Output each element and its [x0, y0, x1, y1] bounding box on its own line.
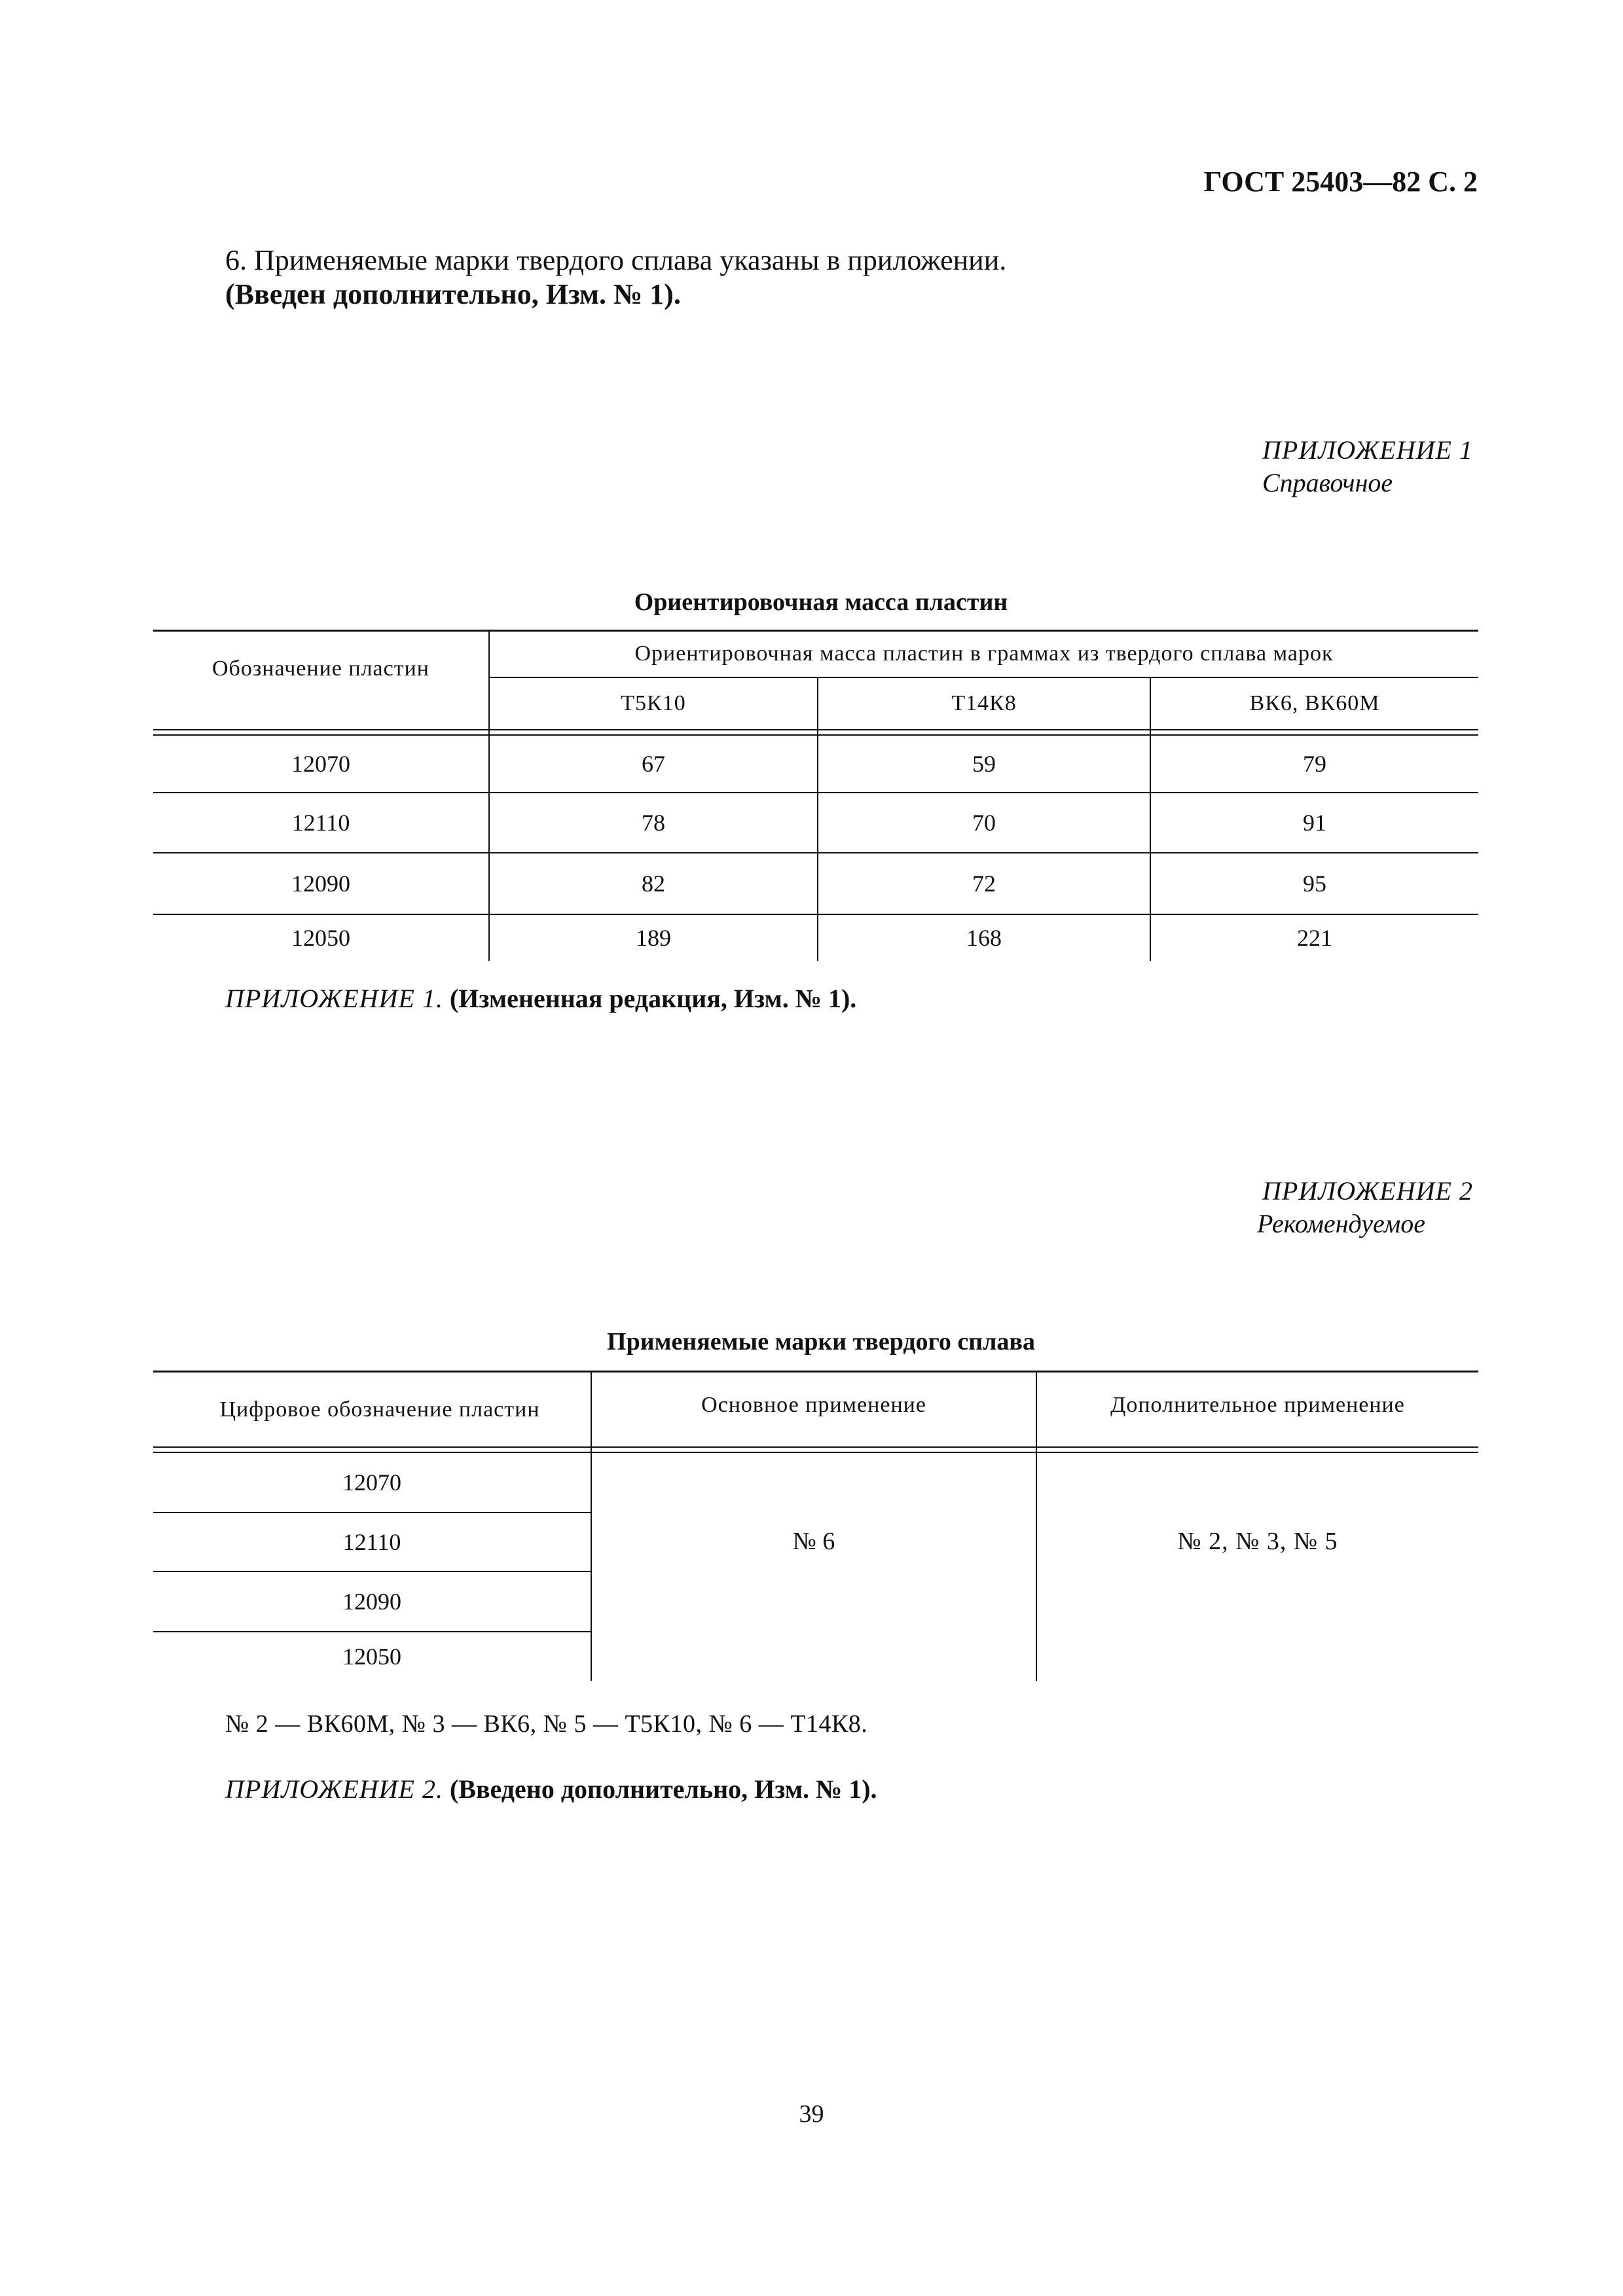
table-cell: 12110 — [342, 1529, 401, 1555]
column-header-digital-designation: Цифровое обозначение пластин — [219, 1397, 540, 1422]
column-header-designation: Обозначение пластин — [212, 656, 429, 681]
column-header-vk6: ВК6, ВК60М — [1249, 691, 1380, 715]
appendix-2-note — [225, 1774, 877, 1804]
table-cell: 95 — [1303, 870, 1326, 897]
table-2-title: Применяемые марки твердого сплава — [607, 1328, 1035, 1355]
appendix-1-note-label: ПРИЛОЖЕНИЕ 1. — [225, 984, 443, 1013]
table-cell: 59 — [972, 751, 996, 777]
paragraph-6: 6. Применяемые марки твердого сплава указаны в приложении. — [225, 244, 1007, 276]
table-cell: 12050 — [342, 1643, 401, 1670]
table-cell: 72 — [972, 870, 996, 897]
table-cell: 91 — [1303, 810, 1326, 836]
table-cell: 78 — [642, 810, 665, 836]
column-header-t14k8: Т14К8 — [951, 691, 1017, 715]
paragraph-6-amendment: (Введен дополнительно, Изм. № 1). — [225, 278, 681, 310]
additional-application-value: № 2, № 3, № 5 — [1177, 1528, 1338, 1555]
appendix-1-label: ПРИЛОЖЕНИЕ 1 — [1262, 435, 1473, 465]
table-cell: 12070 — [291, 751, 350, 777]
table-cell: 82 — [642, 870, 665, 897]
appendix-2-status: Рекомендуемое — [1257, 1209, 1426, 1238]
table-cell: 12090 — [291, 870, 350, 897]
table-cell: 70 — [972, 810, 996, 836]
page-number: 39 — [799, 2100, 824, 2128]
appendix-1-status: Справочное — [1262, 468, 1393, 497]
main-application-value: № 6 — [792, 1528, 835, 1555]
table-cell: 67 — [642, 751, 665, 777]
column-header-mass-group: Ориентировочная масса пластин в граммах из твердого сплава марок — [634, 641, 1334, 666]
appendix-2-note-label: ПРИЛОЖЕНИЕ 2. — [225, 1774, 443, 1804]
column-header-main-application: Основное применение — [701, 1393, 926, 1417]
table-cell: 221 — [1297, 925, 1332, 951]
table-cell: 12090 — [342, 1588, 401, 1615]
appendix-1-note — [225, 983, 856, 1014]
table-cell: 12050 — [291, 925, 350, 951]
appendix-2-note-text: (Введено дополнительно, Изм. № 1). — [449, 1774, 877, 1804]
table-1-title: Ориентировочная масса пластин — [634, 588, 1008, 616]
document-code: ГОСТ 25403—82 С. 2 — [1203, 166, 1478, 198]
table-cell: 12070 — [342, 1469, 401, 1496]
table-cell: 168 — [966, 925, 1002, 951]
appendix-1-note-text: (Измененная редакция, Изм. № 1). — [449, 984, 857, 1013]
table-cell: 79 — [1303, 751, 1326, 777]
table-cell: 189 — [636, 925, 671, 951]
column-header-additional-application: Дополнительное применение — [1110, 1393, 1405, 1417]
appendix-2-label: ПРИЛОЖЕНИЕ 2 — [1262, 1176, 1473, 1206]
column-header-t5k10: Т5К10 — [621, 691, 686, 715]
table-cell: 12110 — [291, 810, 350, 836]
grades-legend: № 2 — ВК60М, № 3 — ВК6, № 5 — Т5К10, № 6 — Т14К8. — [225, 1710, 868, 1738]
